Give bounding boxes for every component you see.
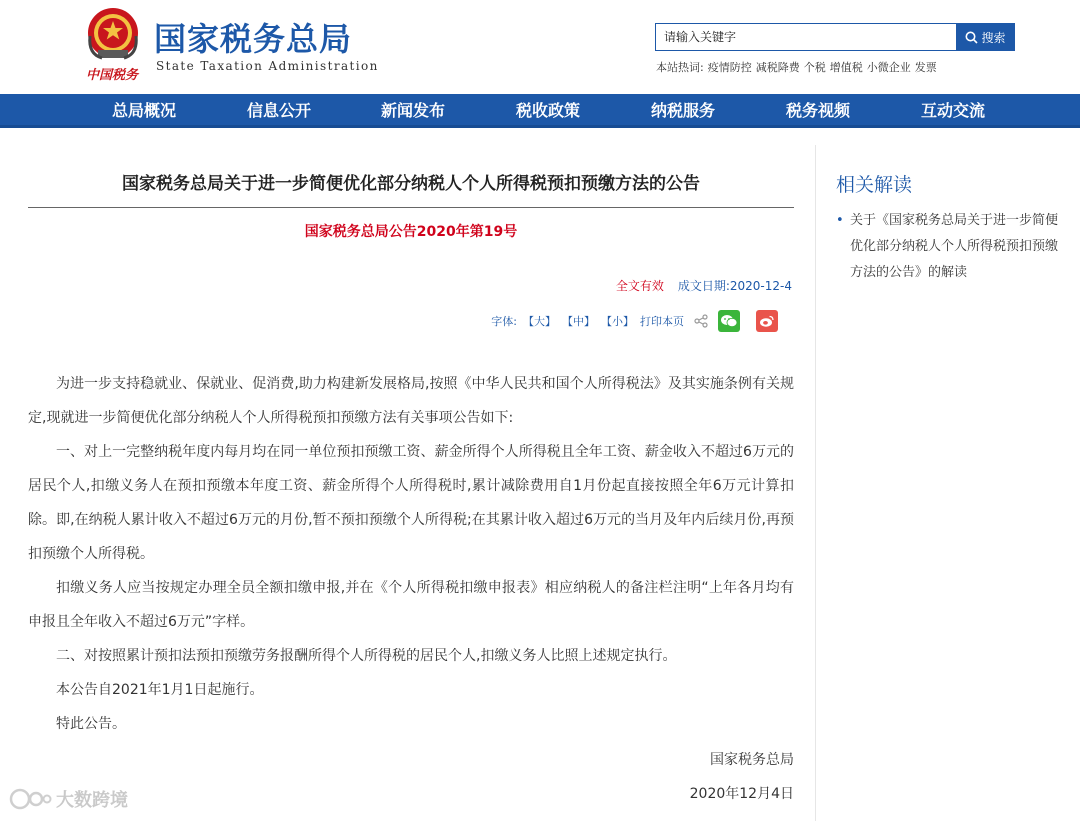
search-input[interactable]: [655, 23, 957, 51]
related-list: [836, 208, 1068, 286]
site-name-english: State Taxation Administration: [156, 59, 379, 73]
issue-date: 成文日期:2020-12-4: [677, 279, 792, 293]
article-paragraph: 一、对上一完整纳税年度内每月均在同一单位预扣预缴工资、薪金所得个人所得税且全年工资、薪金收入不超过6万元的居民个人,扣缴义务人在预扣预缴本年度工资、薪金所得个人所得税时,累计减除费用自1月份起直接按照全年6万元计算扣除。即,在纳税人累计收入不超过6万元的月份,暂不预扣预缴个人所得税;在其累计收入超过6万元的当月及年内后续月份,再预扣预缴个人所得税。: [28, 444, 794, 562]
validity-status: 全文有效: [615, 279, 664, 293]
weibo-share-icon[interactable]: [756, 310, 778, 332]
hot-word-link[interactable]: 减税降费: [755, 61, 800, 74]
signature-organization: 国家税务总局: [710, 752, 794, 768]
article-title: 国家税务总局关于进一步简便优化部分纳税人个人所得税预扣预缴方法的公告: [122, 174, 700, 194]
hot-word-link[interactable]: 小微企业: [866, 61, 911, 74]
nav-item-tax-service[interactable]: 纳税服务: [650, 101, 715, 120]
hot-words-bar: [656, 59, 937, 75]
nav-item-tax-policy[interactable]: 税收政策: [515, 101, 580, 120]
article-meta: [616, 277, 792, 294]
article-paragraph: 为进一步支持稳就业、保就业、促消费,助力构建新发展格局,按照《中华人民共和国个人所得税法》及其实施条例有关规定,现就进一步简便优化部分纳税人个人所得税预扣预缴方法有关事项公告如下:: [28, 376, 794, 426]
document-number: 国家税务总局公告2020年第19号: [304, 224, 518, 240]
site-name-chinese[interactable]: 国家税务总局: [154, 20, 353, 58]
hot-word-link[interactable]: 发票: [914, 61, 937, 74]
hot-word-link[interactable]: 疫情防控: [707, 61, 752, 74]
font-size-medium[interactable]: 【中】: [562, 315, 595, 328]
search-icon: [965, 31, 978, 44]
tax-emblem-icon[interactable]: [84, 6, 142, 64]
main-nav: [0, 94, 1080, 128]
article-paragraph: 二、对按照累计预扣法预扣预缴劳务报酬所得个人所得税的居民个人,扣缴义务人比照上述规定执行。: [56, 648, 677, 664]
nav-item-news[interactable]: 新闻发布: [380, 101, 445, 120]
nav-item-info-disclosure[interactable]: 信息公开: [246, 101, 311, 120]
article-tools: [491, 309, 784, 333]
signature-date: 2020年12月4日: [689, 786, 794, 802]
article-body: [28, 367, 794, 741]
title-divider: [28, 207, 794, 208]
sidebar-divider: [815, 145, 816, 821]
search-button[interactable]: [956, 23, 1015, 51]
watermark-logo-icon: [8, 787, 52, 811]
related-item-link[interactable]: • 关于《国家税务总局关于进一步简便优化部分纳税人个人所得税预扣预缴方法的公告》的解读: [836, 208, 1068, 286]
wechat-share-icon[interactable]: [718, 310, 740, 332]
seal-calligraphy-text: 中国税务: [86, 68, 139, 83]
nav-item-interaction[interactable]: 互动交流: [920, 101, 985, 120]
article-container: [28, 145, 794, 821]
watermark: [8, 786, 128, 812]
print-page-link[interactable]: 打印本页: [640, 315, 684, 328]
font-size-small[interactable]: 【小】: [601, 315, 634, 328]
search-button-label: 搜索: [981, 30, 1006, 45]
nav-item-tax-video[interactable]: 税务视频: [785, 101, 850, 120]
font-size-label: 字体:: [491, 315, 517, 328]
hot-words-label: 本站热词:: [656, 61, 704, 74]
site-header: [0, 0, 1080, 94]
article-paragraph: 扣缴义务人应当按规定办理全员全额扣缴申报,并在《个人所得税扣缴申报表》相应纳税人的备注栏注明“上年各月均有申报且全年收入不超过6万元”字样。: [28, 580, 794, 630]
hot-word-link[interactable]: 个税: [803, 61, 826, 74]
hot-word-link[interactable]: 增值税: [829, 61, 863, 74]
sidebar-title: 相关解读: [836, 174, 913, 196]
article-paragraph: 特此公告。: [56, 716, 126, 732]
watermark-text: 大数跨境: [56, 790, 128, 811]
nav-item-overview[interactable]: 总局概况: [111, 101, 176, 120]
article-paragraph: 本公告自2021年1月1日起施行。: [56, 682, 264, 698]
font-size-large[interactable]: 【大】: [523, 315, 556, 328]
share-icon[interactable]: [694, 314, 708, 328]
